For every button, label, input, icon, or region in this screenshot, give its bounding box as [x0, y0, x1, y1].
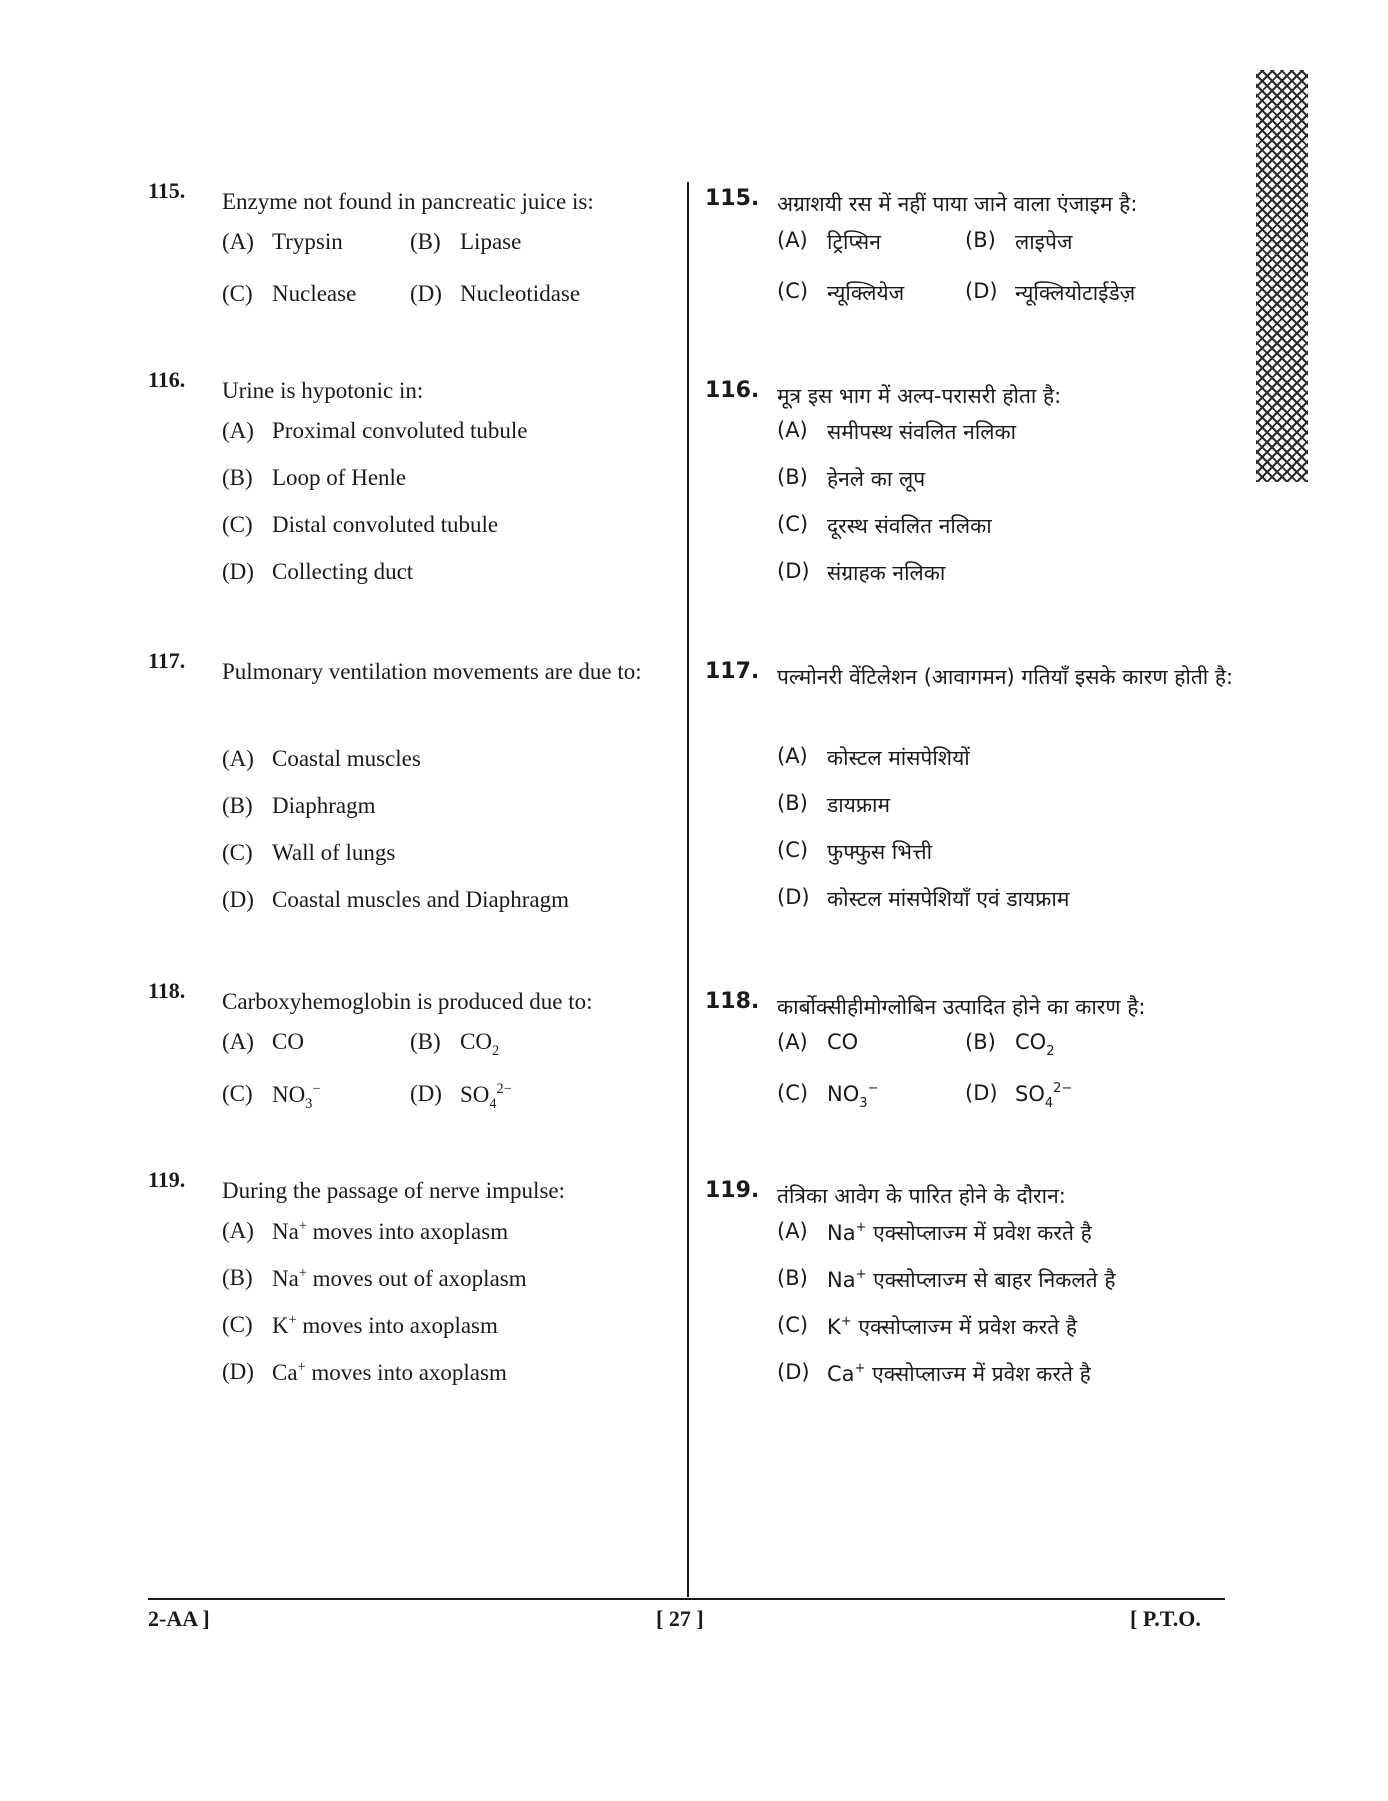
option-c — [222, 1081, 410, 1128]
option-main-text: Wall of lungs — [272, 840, 396, 865]
options — [777, 418, 1237, 606]
option-label: (B) — [222, 1265, 253, 1290]
option-main-text: Na — [272, 1266, 299, 1291]
option-a — [777, 1219, 1237, 1266]
option-a — [777, 744, 1237, 791]
question-text: कार्बोक्सीहीमोग्लोबिन उत्पादित होने का कारण है: — [777, 995, 1146, 1019]
question-text: अग्राशयी रस में नहीं पाया जाने वाला एंजाइम है: — [777, 192, 1138, 216]
option-main-text: SO — [460, 1082, 490, 1107]
option-main-text: Nuclease — [272, 281, 357, 306]
question-number: 118. — [705, 989, 760, 1014]
option-main-text: Ca — [827, 1362, 855, 1386]
option-label: (C) — [222, 1312, 253, 1337]
option-text — [272, 559, 413, 585]
option-text — [272, 281, 356, 307]
option-text — [827, 1360, 1091, 1388]
option-d — [777, 1360, 1237, 1407]
option-label: (A) — [222, 418, 254, 443]
option-text — [460, 281, 580, 307]
option-text — [1015, 279, 1135, 307]
option-label: (A) — [777, 1219, 808, 1243]
option-c — [222, 512, 682, 559]
option-d — [222, 559, 682, 606]
option-main-text: CO — [272, 1029, 304, 1054]
option-main-text: ट्रिप्सिन — [827, 230, 881, 254]
option-text — [272, 1218, 508, 1245]
subscript: 2 — [491, 1043, 500, 1059]
paper-code: 2-AA ] — [148, 1606, 210, 1631]
option-main-text: फुफ्फुस भित्ती — [827, 840, 933, 864]
option-text — [827, 279, 904, 307]
option-rest-text: moves out of axoplasm — [306, 1266, 527, 1291]
superscript: 2− — [1053, 1081, 1073, 1096]
footer-rule — [148, 1598, 1225, 1600]
question-number: 116. — [705, 378, 760, 403]
option-main-text: NO — [827, 1082, 860, 1106]
option-text — [827, 791, 890, 819]
subscript: 3 — [859, 1096, 868, 1111]
option-a — [222, 229, 410, 276]
option-main-text: CO — [460, 1029, 492, 1054]
option-d — [410, 1081, 598, 1128]
question-number: 116. — [148, 367, 186, 392]
option-rest-text: एक्सोप्लाज्म में प्रवेश करते है — [865, 1362, 1091, 1386]
option-text — [827, 1266, 1115, 1294]
option-main-text: दूरस्थ संवलित नलिका — [827, 514, 992, 538]
option-label: (B) — [965, 228, 996, 252]
option-main-text: न्यूक्लियोटाईडेज़ — [1015, 281, 1136, 305]
option-label: (B) — [777, 1266, 808, 1290]
option-b — [777, 1266, 1237, 1313]
option-main-text: कोस्टल मांसपेशियाँ एवं डायफ्राम — [827, 887, 1070, 911]
options — [777, 228, 1237, 330]
question-text: Carboxyhemoglobin is produced due to: — [222, 989, 593, 1014]
option-label: (A) — [222, 1029, 254, 1054]
options — [777, 1219, 1237, 1407]
option-d — [777, 885, 1237, 932]
option-d — [965, 279, 1153, 326]
option-main-text: CO — [1015, 1030, 1047, 1054]
option-main-text: Ca — [272, 1360, 298, 1385]
option-b — [777, 791, 1237, 838]
option-label: (D) — [410, 281, 442, 306]
option-label: (D) — [222, 887, 254, 912]
option-c — [222, 840, 682, 887]
page-number: [ 27 ] — [656, 1606, 704, 1631]
question-number: 117. — [148, 648, 186, 673]
option-rest-text: एक्सोप्लाज्म से बाहर निकलते है — [866, 1268, 1116, 1292]
subscript: 2 — [1046, 1044, 1055, 1059]
option-main-text: Lipase — [460, 229, 522, 254]
option-b — [410, 229, 598, 276]
option-label: (D) — [777, 1360, 810, 1384]
option-label: (B) — [410, 1029, 441, 1054]
option-text — [272, 746, 421, 772]
option-main-text: NO — [272, 1082, 306, 1107]
option-text — [1015, 1030, 1054, 1059]
option-label: (C) — [222, 512, 253, 537]
option-a — [222, 1218, 682, 1265]
superscript: 2− — [496, 1081, 512, 1097]
option-c — [222, 281, 410, 328]
option-main-text: SO — [1015, 1082, 1045, 1106]
option-c — [777, 1081, 965, 1128]
option-label: (D) — [777, 559, 810, 583]
option-text — [827, 512, 992, 540]
option-main-text: Loop of Henle — [272, 465, 407, 490]
option-main-text: समीपस्थ संवलित नलिका — [827, 420, 1017, 444]
option-b — [222, 465, 682, 512]
option-text — [272, 1359, 507, 1386]
option-text — [827, 885, 1069, 913]
option-main-text: Coastal muscles and Diaphragm — [272, 887, 570, 912]
options — [222, 418, 682, 606]
option-label: (B) — [222, 465, 253, 490]
option-label: (C) — [777, 279, 809, 303]
option-text — [460, 229, 521, 255]
option-label: (B) — [777, 791, 808, 815]
option-main-text: न्यूक्लियेज — [827, 281, 905, 305]
option-text — [272, 465, 406, 491]
option-text — [827, 744, 970, 772]
option-text — [272, 1265, 527, 1292]
question-number: 119. — [148, 1167, 186, 1192]
superscript: + — [298, 1265, 307, 1281]
question-number: 115. — [148, 178, 186, 203]
option-text — [272, 840, 395, 866]
option-main-text: कोस्टल मांसपेशियों — [827, 746, 970, 770]
options — [777, 1030, 1237, 1132]
option-d — [965, 1081, 1153, 1128]
question-text: मूत्र इस भाग में अल्प-परासरी होता है: — [777, 384, 1062, 408]
question-text: Pulmonary ventilation movements are due to: — [222, 659, 642, 684]
options — [777, 744, 1237, 932]
option-label: (C) — [777, 838, 809, 862]
superscript: + — [298, 1218, 307, 1234]
option-rest-text: एक्सोप्लाज्म में प्रवेश करते है — [851, 1315, 1078, 1339]
option-text — [827, 838, 932, 866]
option-c — [777, 512, 1237, 559]
option-text — [1015, 228, 1073, 256]
option-main-text: हेनले का लूप — [827, 467, 926, 491]
question-number: 115. — [705, 186, 760, 211]
subscript: 4 — [489, 1096, 497, 1112]
option-b — [222, 793, 682, 840]
option-c — [222, 1312, 682, 1359]
option-main-text: Na — [827, 1221, 856, 1245]
option-main-text: Proximal convoluted tubule — [272, 418, 528, 443]
option-b — [777, 465, 1237, 512]
option-text — [827, 1081, 878, 1111]
option-text — [272, 793, 375, 819]
option-label: (A) — [777, 418, 808, 442]
option-label: (A) — [222, 746, 254, 771]
option-label: (C) — [222, 281, 253, 306]
option-main-text: लाइपेज — [1015, 230, 1073, 254]
option-label: (D) — [777, 885, 810, 909]
options — [222, 229, 682, 333]
option-text — [460, 1029, 499, 1060]
option-b — [965, 1030, 1153, 1077]
option-rest-text: moves into axoplasm — [305, 1360, 507, 1385]
option-label: (D) — [410, 1081, 442, 1106]
option-label: (A) — [222, 1218, 254, 1243]
option-a — [222, 746, 682, 793]
option-label: (A) — [777, 1030, 808, 1054]
options — [222, 1029, 682, 1133]
option-text — [827, 1219, 1092, 1247]
options — [222, 1218, 682, 1406]
option-label: (B) — [965, 1030, 996, 1054]
option-rest-text: moves into axoplasm — [306, 1219, 509, 1244]
option-text — [827, 1313, 1077, 1341]
option-b — [965, 228, 1153, 275]
option-main-text: Collecting duct — [272, 559, 414, 584]
option-text — [827, 559, 945, 587]
question-text: During the passage of nerve impulse: — [222, 1178, 565, 1203]
question-text: Urine is hypotonic in: — [222, 378, 424, 403]
superscript: + — [288, 1312, 297, 1328]
option-main-text: CO — [827, 1030, 859, 1054]
question-text: पल्मोनरी वेंटिलेशन (आवागमन) गतियाँ इसके कारण होती है: — [777, 665, 1234, 689]
column-divider — [687, 182, 689, 1597]
question-number: 118. — [148, 978, 186, 1003]
option-label: (C) — [222, 1081, 253, 1106]
question-number: 117. — [705, 659, 760, 684]
option-label: (A) — [222, 229, 254, 254]
option-label: (D) — [965, 1081, 998, 1105]
option-label: (C) — [777, 1081, 809, 1105]
option-main-text: K — [272, 1313, 289, 1338]
option-label: (D) — [222, 559, 254, 584]
superscript: + — [855, 1220, 867, 1235]
superscript: + — [855, 1267, 867, 1282]
option-text — [272, 887, 569, 913]
option-text — [272, 1081, 320, 1113]
option-main-text: डायफ्राम — [827, 793, 891, 817]
decorative-border-strip — [1256, 70, 1308, 482]
option-a — [777, 418, 1237, 465]
option-text — [827, 228, 881, 256]
option-text — [827, 1030, 858, 1054]
option-a — [222, 1029, 410, 1076]
option-main-text: K — [827, 1315, 841, 1339]
option-c — [777, 1313, 1237, 1360]
option-b — [222, 1265, 682, 1312]
option-d — [410, 281, 598, 328]
option-b — [410, 1029, 598, 1076]
option-label: (A) — [777, 228, 808, 252]
option-main-text: संग्राहक नलिका — [827, 561, 946, 585]
option-d — [222, 1359, 682, 1406]
superscript: − — [867, 1081, 879, 1096]
option-text — [272, 418, 528, 444]
option-text — [827, 418, 1016, 446]
superscript: − — [312, 1081, 321, 1097]
option-label: (B) — [222, 793, 253, 818]
option-main-text: Na — [272, 1219, 299, 1244]
option-label: (C) — [777, 512, 809, 536]
superscript: + — [297, 1359, 306, 1375]
option-text — [272, 1029, 304, 1055]
option-d — [222, 887, 682, 934]
option-text — [272, 512, 498, 538]
subscript: 3 — [305, 1096, 313, 1112]
superscript: + — [840, 1314, 852, 1329]
option-label: (B) — [410, 229, 441, 254]
option-text — [827, 465, 925, 493]
option-label: (D) — [222, 1359, 254, 1384]
option-main-text: Nucleotidase — [460, 281, 581, 306]
pto-label: [ P.T.O. — [1130, 1606, 1201, 1631]
option-main-text: Trypsin — [272, 229, 343, 254]
option-main-text: Coastal muscles — [272, 746, 421, 771]
option-label: (B) — [777, 465, 808, 489]
option-label: (C) — [222, 840, 253, 865]
option-a — [222, 418, 682, 465]
option-main-text: Distal convoluted tubule — [272, 512, 499, 537]
option-main-text: Na — [827, 1268, 856, 1292]
question-text: Enzyme not found in pancreatic juice is: — [222, 189, 594, 214]
option-label: (D) — [965, 279, 998, 303]
question-number: 119. — [705, 1178, 760, 1203]
question-text: तंत्रिका आवेग के पारित होने के दौरान: — [777, 1184, 1066, 1208]
option-c — [777, 838, 1237, 885]
option-rest-text: moves into axoplasm — [296, 1313, 498, 1338]
superscript: + — [854, 1361, 866, 1376]
option-text — [1015, 1081, 1072, 1111]
option-text — [272, 1312, 498, 1339]
subscript: 4 — [1044, 1096, 1054, 1111]
option-c — [777, 279, 965, 326]
option-main-text: Diaphragm — [272, 793, 376, 818]
option-label: (A) — [777, 744, 808, 768]
option-text — [272, 229, 343, 255]
option-rest-text: एक्सोप्लाज्म में प्रवेश करते है — [866, 1221, 1092, 1245]
option-a — [777, 228, 965, 275]
option-d — [777, 559, 1237, 606]
option-text — [460, 1081, 512, 1113]
options — [222, 746, 682, 934]
option-label: (C) — [777, 1313, 809, 1337]
option-a — [777, 1030, 965, 1077]
